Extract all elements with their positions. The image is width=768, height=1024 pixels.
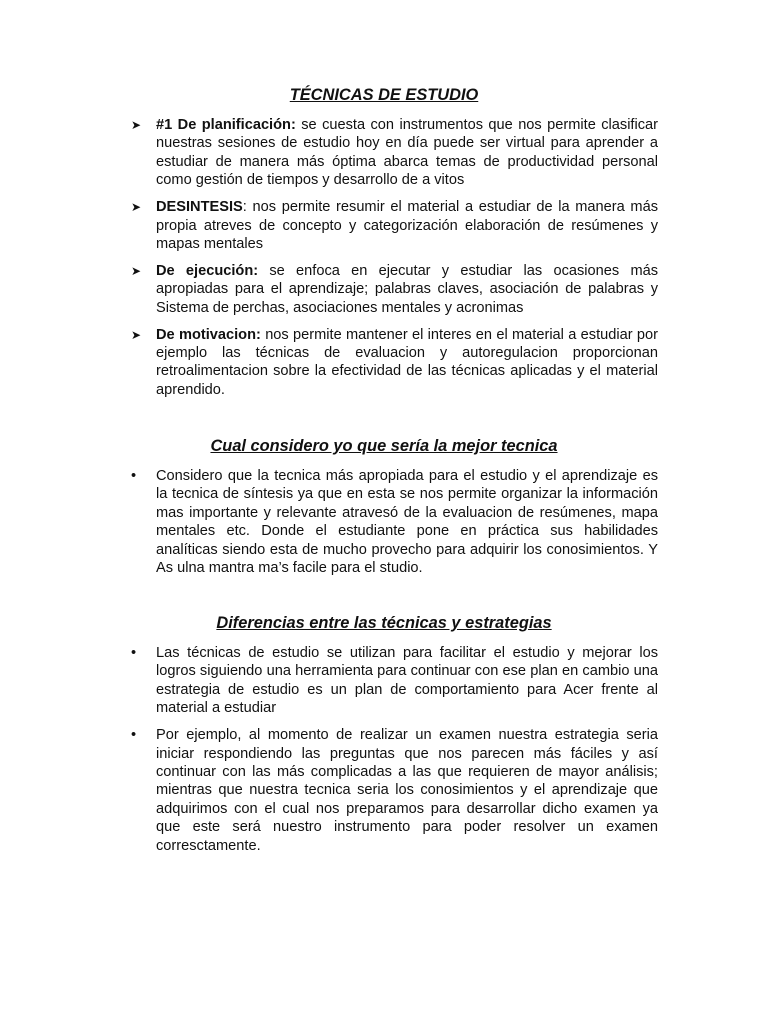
arrow-bullet-icon: ➤ [131, 118, 142, 132]
list-item [131, 726, 658, 855]
technique-lead: De ejecución: [156, 262, 259, 279]
technique-text: se cuesta con instrumentos que nos permite clasificar nuestras sesiones de estudio hoy en día puede ser virtual para aprender a estudiar de manera más óptima abarca temas de productividad personal como gestión de tiempos y desarrollo de a vitos [156, 117, 659, 189]
section-heading-differences: Diferencias entre las técnicas y estrategias [216, 614, 552, 632]
technique-text: se enfoca en ejecutar y estudiar las ocasiones más apropiadas para el aprendizaje; palabras claves, asociación de palabras y Sistema de perchas, asociaciones mentales y acronimas [156, 262, 659, 316]
list-item [131, 644, 658, 718]
best-technique-list [131, 467, 658, 586]
technique-text: : nos permite resumir el material a estudiar de la manera más propia atreves de concepto y categorización elaboración de resúmenes y mapas mentales [156, 199, 658, 252]
differences-list [131, 644, 658, 863]
bullet-icon: • [131, 645, 137, 661]
paragraph-text: Considero que la tecnica más apropiada para el estudio y el aprendizaje es la tecnica de síntesis ya que en esta se nos permite organizar la información mas importante y relevante atravesó de la evaluacion de resúmenes, mapa mentales etc. Donde el estudiante pone en práctica sus habilidades analíticas siendo esta de mucho provecho para adquirir los conosimientos. Y As ulna mantra ma’s facile para el studio. [156, 468, 658, 577]
technique-item-ejecucion [131, 262, 658, 317]
technique-lead: DESINTESIS [156, 199, 243, 216]
paragraph-text: Las técnicas de estudio se utilizan para facilitar el estudio y mejorar los logros siguiendo una herramienta para continuar con ese plan en cambio una estrategia de estudio es un plan de comportamiento para Acer frente al material a estudiar [156, 645, 658, 717]
technique-item-sintesis [131, 198, 658, 253]
technique-item-motivacion [131, 326, 658, 400]
bullet-icon: • [131, 468, 137, 484]
technique-item-planificacion [131, 116, 658, 190]
techniques-list [131, 116, 658, 408]
arrow-bullet-icon: ➤ [131, 327, 142, 342]
arrow-bullet-icon: ➤ [131, 263, 142, 278]
bullet-icon: • [131, 727, 137, 744]
document-title: TÉCNICAS DE ESTUDIO [289, 86, 479, 104]
section-heading-best-technique: Cual considero yo que sería la mejor tecnica [210, 437, 558, 455]
arrow-bullet-icon: ➤ [131, 200, 142, 215]
list-item [131, 467, 658, 577]
technique-lead: De motivacion: [156, 326, 261, 343]
technique-lead: #1 De planificación: [156, 117, 296, 133]
paragraph-text: Por ejemplo, al momento de realizar un examen nuestra estrategia seria iniciar respondiendo las preguntas que nos parecen más fáciles y así continuar con las más complicadas a las que requieren de mayor análisis; mientras que nuestra tecnica seria los conosimientos y el aprendizaje que adquirimos con el cual nos preparamos para desarrollar dicho examen ya que este será nuestro instrumento para poder resolver un examen corresctamente. [156, 727, 658, 854]
technique-text: nos permite mantener el interes en el material a estudiar por ejemplo las técnicas de evaluacion y autoregulacion proporcionan retroalimentacion sobre la efectividad de las técnicas aplicadas y el material aprendido. [156, 326, 658, 398]
